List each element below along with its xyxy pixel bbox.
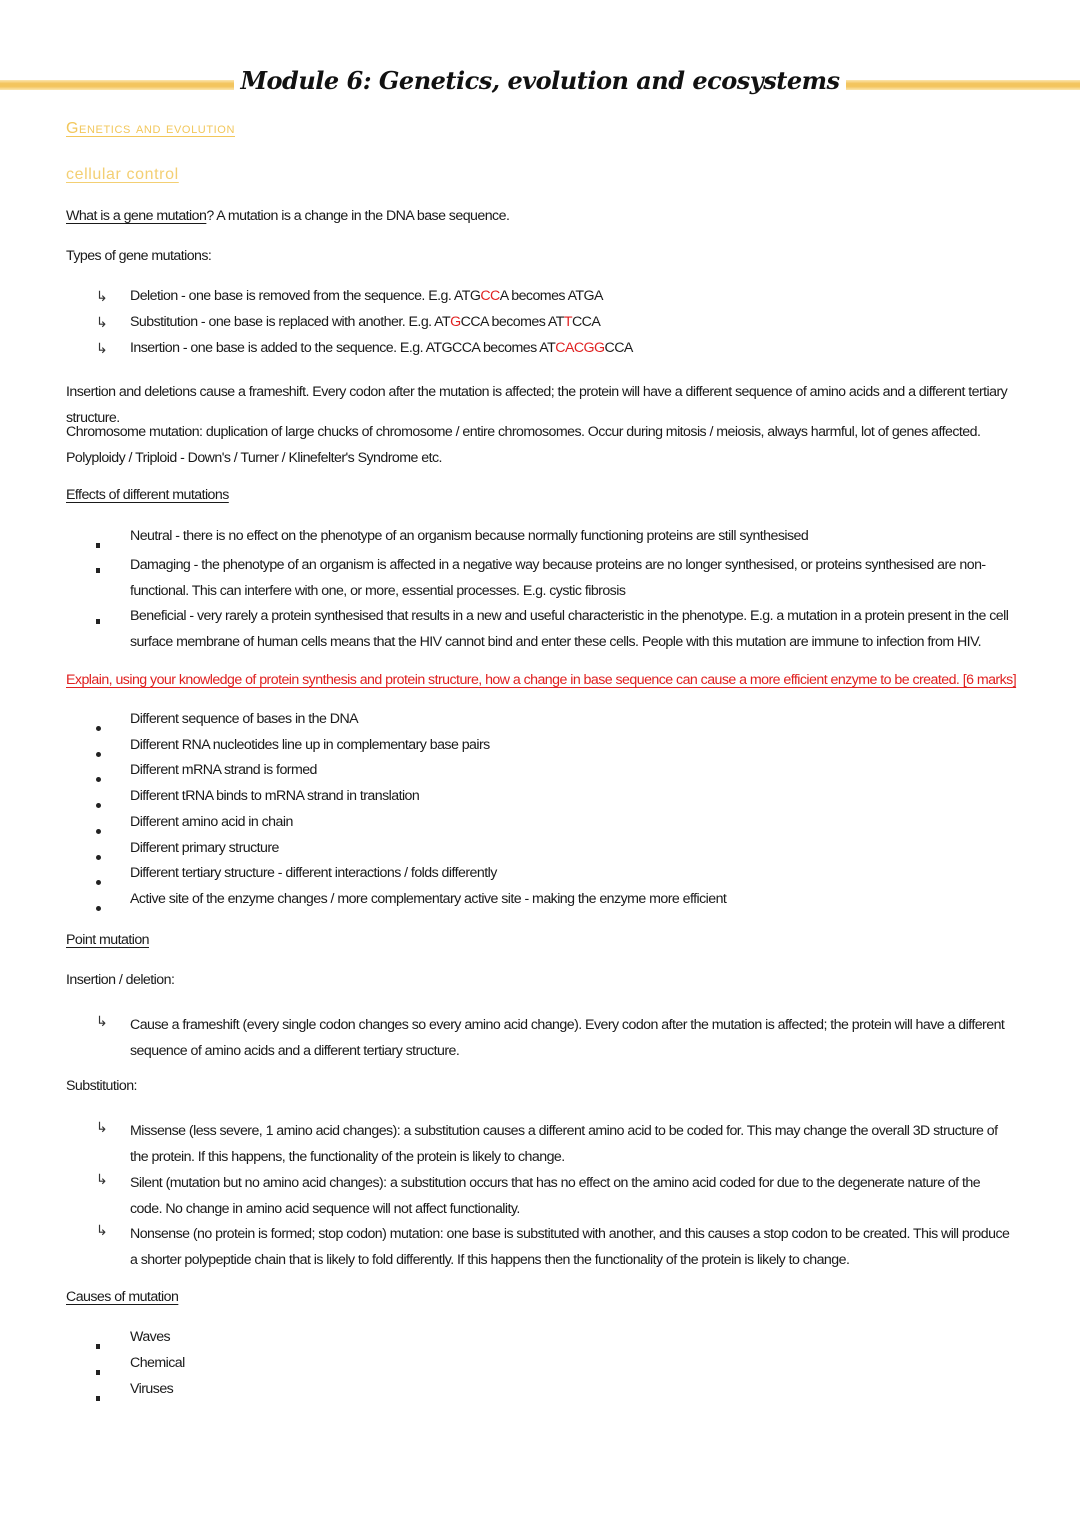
dot-bullet-icon xyxy=(96,769,101,785)
exam-question: Explain, using your knowledge of protein synthesis and protein structure, how a change in base sequence can cause a more efficient enzyme to be created. [6 marks] xyxy=(66,672,1017,688)
arrow-return-icon: ↳ xyxy=(96,340,108,356)
list-item-text: Different primary structure xyxy=(130,840,279,856)
frameshift-paragraph: Insertion and deletions cause a frameshift. Every codon after the mutation is affected; the protein will have a different sequence of amino acids and a different tertiary structure. xyxy=(66,384,1008,426)
gene-mutation-answer: ? A mutation is a change in the DNA base sequence. xyxy=(206,208,510,224)
dot-bullet-icon xyxy=(96,898,101,914)
dot-bullet-icon xyxy=(96,718,101,734)
square-bullet-icon xyxy=(96,1336,100,1352)
square-bullet-icon xyxy=(96,1388,100,1404)
list-item-text: Different tertiary structure - different interactions / folds differently xyxy=(130,865,497,881)
dot-bullet-icon xyxy=(96,847,101,863)
square-bullet-icon xyxy=(96,535,100,551)
list-item-text: Different RNA nucleotides line up in complementary base pairs xyxy=(130,737,490,753)
list-item-text: Different tRNA binds to mRNA strand in translation xyxy=(130,788,420,804)
list-item-text: Chemical xyxy=(130,1355,185,1371)
page-title: Module 6: Genetics, evolution and ecosystems xyxy=(234,66,845,95)
arrow-return-icon: ↳ xyxy=(96,288,108,304)
list-item-text: Viruses xyxy=(130,1381,174,1397)
dot-bullet-icon xyxy=(96,795,101,811)
point-mutation-heading: Point mutation xyxy=(66,932,149,948)
list-item-text: Missense (less severe, 1 amino acid changes): a substitution causes a different amino acid to be coded for. This may change the overall 3D structure of the protein. If this happens, the functionality of the protein is likely to change. xyxy=(130,1123,998,1165)
arrow-return-icon: ↳ xyxy=(96,1222,108,1238)
list-item-text: Different sequence of bases in the DNA xyxy=(130,711,359,727)
list-item-text: Silent (mutation but no amino acid changes): a substitution occurs that has no effect on the amino acid coded for due to the degenerate nature of the code. No change in amino acid sequence will not affect functionality. xyxy=(130,1175,981,1217)
arrow-return-icon: ↳ xyxy=(96,1119,108,1135)
list-item-text: Different mRNA strand is formed xyxy=(130,762,317,778)
square-bullet-icon xyxy=(96,560,100,576)
dot-bullet-icon xyxy=(96,744,101,760)
list-item-text: Beneficial - very rarely a protein synthesised that results in a new and useful characteristic in the phenotype. E.g. a mutation in a protein present in the cell surface membrane of human cells means that the HIV cannot bind and enter these cells. People with this mutation are immune to infection from HIV. xyxy=(130,608,1009,650)
types-label: Types of gene mutations: xyxy=(66,248,212,264)
list-item-text: Deletion - one base is removed from the sequence. E.g. ATGCCA becomes ATGA xyxy=(130,288,603,304)
list-item-text: Active site of the enzyme changes / more complementary active site - making the enzyme more efficient xyxy=(130,891,727,907)
arrow-return-icon: ↳ xyxy=(96,314,108,330)
gene-mutation-definition xyxy=(66,208,509,224)
list-item-text: Damaging - the phenotype of an organism is affected in a negative way because proteins are no longer synthesised, or proteins synthesised are non-functional. This can interfere with one, or more, essential processes. E.g. cystic fibrosis xyxy=(130,557,986,599)
chromosome-paragraph: Chromosome mutation: duplication of large chucks of chromosome / entire chromosomes. Occur during mitosis / meiosis, always harmful, lot of genes affected. Polyploidy / Triploid - Down's / Turner / Klinefelter's Syndrome etc. xyxy=(66,424,981,466)
dot-bullet-icon xyxy=(96,821,101,837)
list-item-text: Insertion - one base is added to the sequence. E.g. ATGCCA becomes ATCACGGCCA xyxy=(130,340,633,356)
list-item-text: Different amino acid in chain xyxy=(130,814,293,830)
gene-mutation-question: What is a gene mutation xyxy=(66,208,207,224)
causes-heading: Causes of mutation xyxy=(66,1289,179,1305)
list-item-text: Nonsense (no protein is formed; stop codon) mutation: one base is substituted with another, and this causes a stop codon to be created. This will produce a shorter polypeptide chain that is likely to fold differently. If this happens then the functionality of the protein is likely to change. xyxy=(130,1226,1010,1268)
list-item-text: Cause a frameshift (every single codon changes so every amino acid change). Every codon after the mutation is affected; the protein will have a different sequence of amino acids and a different tertiary structure. xyxy=(130,1017,1005,1059)
substitution-label: Substitution: xyxy=(66,1078,137,1094)
square-bullet-icon xyxy=(96,611,100,627)
arrow-return-icon: ↳ xyxy=(96,1171,108,1187)
list-item-text: Waves xyxy=(130,1329,171,1345)
dot-bullet-icon xyxy=(96,872,101,888)
list-item-text: Neutral - there is no effect on the phenotype of an organism because normally functioning proteins are still synthesised xyxy=(130,528,809,544)
section-heading: Genetics and evolution xyxy=(66,120,236,137)
insertion-deletion-label: Insertion / deletion: xyxy=(66,972,175,988)
effects-heading: Effects of different mutations xyxy=(66,487,229,503)
subsection-heading: cellular control xyxy=(66,166,179,183)
page-title-container xyxy=(0,66,1080,95)
arrow-return-icon: ↳ xyxy=(96,1013,108,1029)
list-item-text: Substitution - one base is replaced with another. E.g. ATGCCA becomes ATTCCA xyxy=(130,314,601,330)
square-bullet-icon xyxy=(96,1362,100,1378)
